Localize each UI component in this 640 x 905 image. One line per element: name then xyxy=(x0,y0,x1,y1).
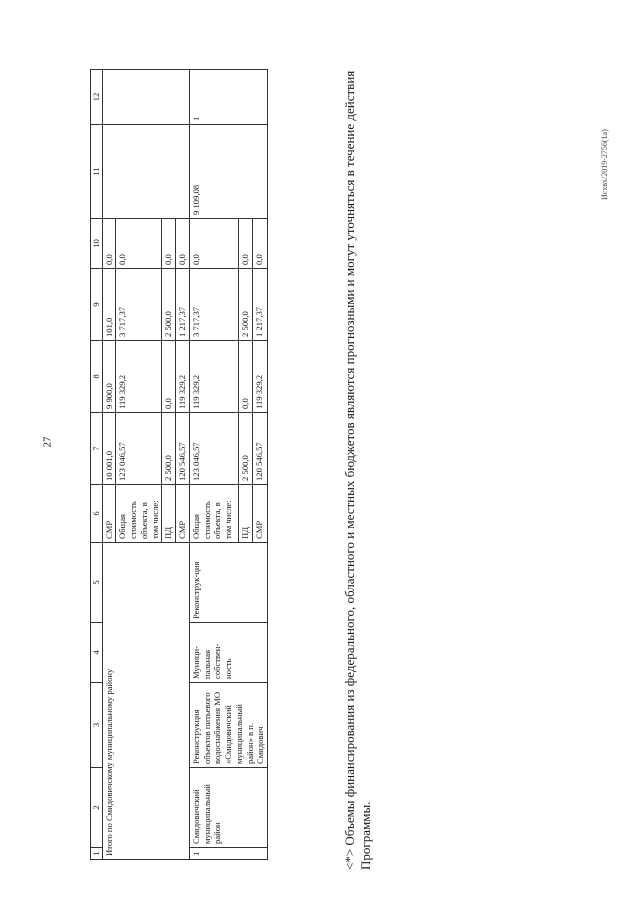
cell-c9: 2 500,0 xyxy=(238,269,253,341)
cell-c9: 1 217,37 xyxy=(176,269,190,341)
cell-c7: 120 546,57 xyxy=(176,413,190,485)
cell-c10: 0,0 xyxy=(189,219,238,269)
total-label: Итого по Смидовичскому муниципальному району xyxy=(102,543,189,860)
cost-type: СМР xyxy=(253,485,268,543)
cell-c10: 0,0 xyxy=(253,219,268,269)
cell-c7: 10 001,0 xyxy=(102,413,116,485)
object-row xyxy=(189,70,238,860)
cell-c9: 2 500,0 xyxy=(162,269,176,341)
cell-c9: 101,0 xyxy=(102,269,116,341)
footnote: <*> Объемы финансирования из федерального, областного и местных бюджетов являются прогнозными и могут уточняться в течение действия Программы. xyxy=(342,70,373,870)
col-header: 4 xyxy=(91,623,103,683)
cell-c9: 3 717,37 xyxy=(189,269,238,341)
cost-type: СМР xyxy=(176,485,190,543)
cell-c10: 0,0 xyxy=(102,219,116,269)
cell-c10: 0,0 xyxy=(238,219,253,269)
row-number: 1 xyxy=(189,848,267,860)
col-header: 7 xyxy=(91,413,103,485)
cell-c10: 0,0 xyxy=(176,219,190,269)
cell-c8: 119 329,2 xyxy=(189,341,238,413)
cell-c7: 2 500,0 xyxy=(238,413,253,485)
cell-c12 xyxy=(102,70,189,125)
cell-c10: 0,0 xyxy=(116,219,162,269)
cost-type: ПД xyxy=(162,485,176,543)
col-header: 9 xyxy=(91,269,103,341)
cell-c9: 3 717,37 xyxy=(116,269,162,341)
cell-c11: 9 109,08 xyxy=(189,125,267,219)
cell-c7: 123 046,57 xyxy=(189,413,238,485)
cost-type: ПД xyxy=(238,485,253,543)
col-header: 11 xyxy=(91,125,103,219)
cell-c10: 0,0 xyxy=(162,219,176,269)
cell-c8: 119 329,2 xyxy=(253,341,268,413)
cell-c8: 0,0 xyxy=(238,341,253,413)
header-row xyxy=(91,70,103,860)
col-header: 12 xyxy=(91,70,103,125)
cell-c11 xyxy=(102,125,189,219)
cell-c12: 1 xyxy=(189,70,267,125)
financing-table-container xyxy=(90,50,330,860)
cost-type: Общая стоимость объекта, в том числе: xyxy=(189,485,238,543)
ownership: Муници-пальная собствен-ность xyxy=(189,623,267,683)
cell-c8: 0,0 xyxy=(162,341,176,413)
col-header: 5 xyxy=(91,543,103,623)
document-stamp: Исхвх/2019-2756(1а) xyxy=(600,129,609,200)
cell-c8: 9 900,0 xyxy=(102,341,116,413)
col-header: 1 xyxy=(91,848,103,860)
district: Смидовичский муниципальный район xyxy=(189,768,267,848)
col-header: 3 xyxy=(91,683,103,768)
financing-table xyxy=(90,69,268,860)
cell-c7: 120 546,57 xyxy=(253,413,268,485)
cell-c8: 119 329,2 xyxy=(116,341,162,413)
cost-type: Общая стоимость объекта, в том числе: xyxy=(116,485,162,543)
cell-c7: 123 046,57 xyxy=(116,413,162,485)
col-header: 8 xyxy=(91,341,103,413)
col-header: 6 xyxy=(91,485,103,543)
cost-type: СМР xyxy=(102,485,116,543)
col-header: 10 xyxy=(91,219,103,269)
total-row xyxy=(102,70,116,860)
object-name: Реконструкция объектов питьевого водоснабжения МО «Смидовичский муниципальный район» в п. Смидович xyxy=(189,683,267,768)
page-number: 27 xyxy=(41,436,54,448)
work-type: Реконструк-ция xyxy=(189,543,267,623)
cell-c9: 1 217,37 xyxy=(253,269,268,341)
cell-c7: 2 500,0 xyxy=(162,413,176,485)
cell-c8: 119 329,2 xyxy=(176,341,190,413)
col-header: 2 xyxy=(91,768,103,848)
